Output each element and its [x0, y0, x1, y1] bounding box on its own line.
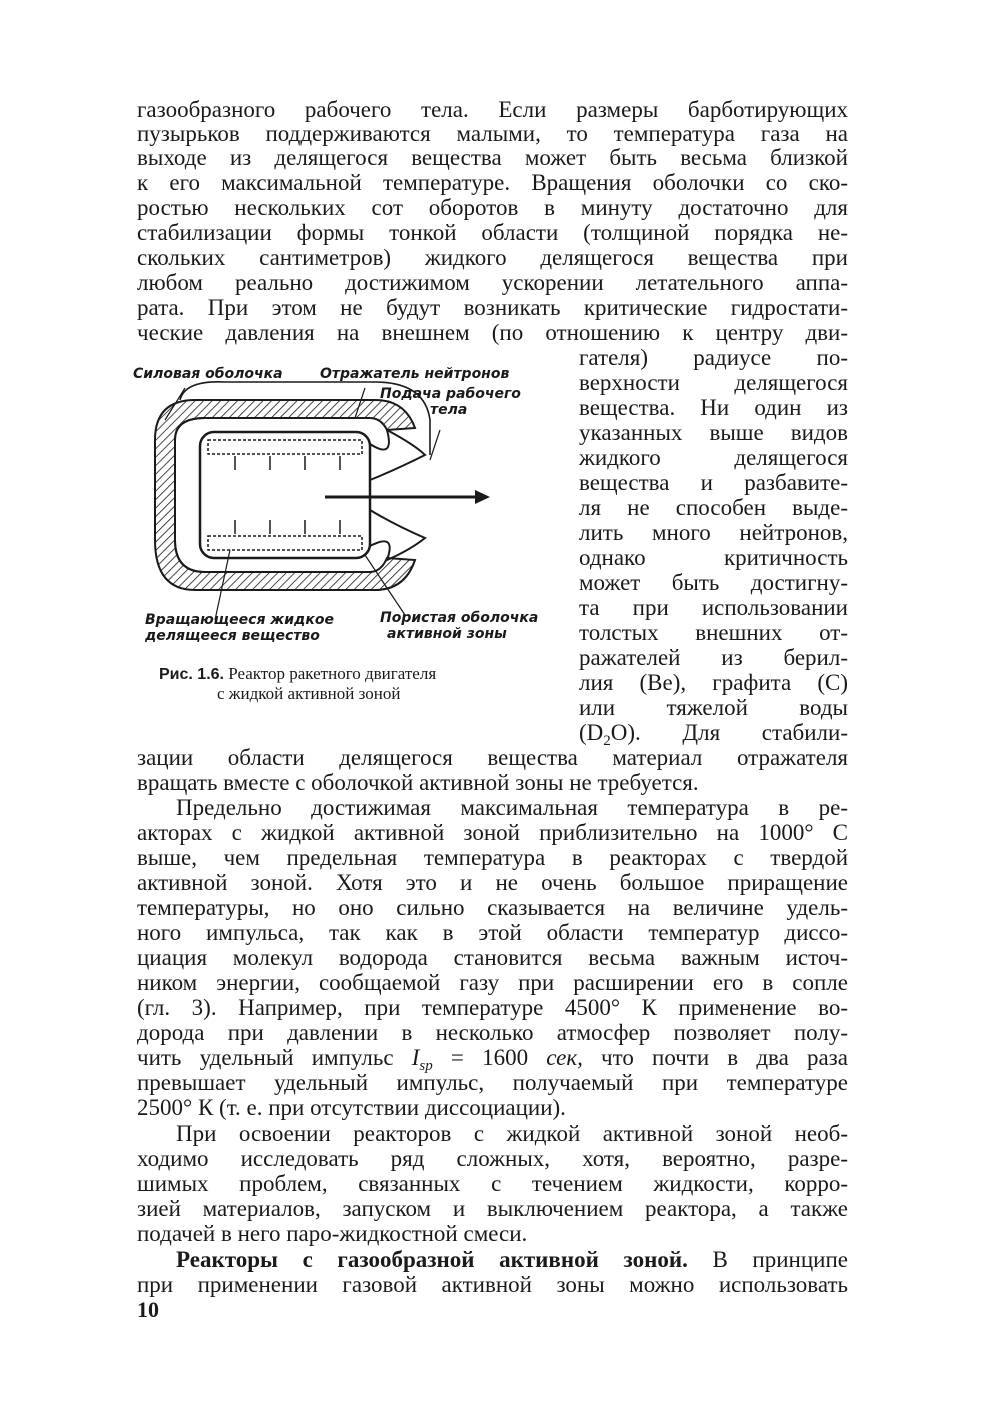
text-line: любом реально достижимом ускорении летательного аппа- — [137, 270, 848, 295]
text-line: жидкого делящегося — [579, 445, 848, 470]
text-line: дорода при давлении в несколько атмосфер позволяет полу- — [137, 1020, 848, 1045]
subscript: sp — [419, 1058, 433, 1074]
text-line: может быть достигну- — [579, 570, 848, 595]
label-rotating-1: Вращающееся жидкое — [145, 612, 334, 628]
text-line: активной зоной. Хотя это и не очень большое приращение — [137, 870, 848, 895]
text-line: ходимо исследовать ряд сложных, хотя, вероятно, разре- — [137, 1146, 848, 1171]
flow-arrows-bottom — [235, 520, 340, 534]
text-line: вещества. Ни один из — [579, 395, 848, 420]
flow-arrows-top — [235, 456, 340, 470]
label-feed-2: тела — [430, 402, 468, 418]
text-line: толстых внешних от- — [579, 620, 848, 645]
figure-reactor-diagram — [125, 360, 565, 710]
label-rotating-2: делящееся вещество — [145, 628, 320, 644]
text-line: ростью нескольких сот оборотов в минуту достаточно для — [137, 195, 848, 220]
reactor-drawing — [125, 360, 565, 650]
text-line: та при использовании — [579, 595, 848, 620]
text-line: шимых проблем, связанных с течением жидкости, корро- — [137, 1171, 848, 1196]
specific-impulse-symbol: I — [411, 1045, 420, 1070]
page-number: 10 — [137, 1297, 159, 1322]
label-reflector: Отражатель нейтронов — [320, 366, 510, 382]
text-fragment: В принципе — [687, 1247, 848, 1272]
label-feed-1: Подача рабочего — [380, 386, 521, 402]
caption-text: Реактор ракетного двигателя — [223, 664, 437, 683]
text-fragment: чить удельный импульс — [137, 1045, 412, 1070]
text-line: Предельно достижимая максимальная температура в ре- — [176, 795, 848, 820]
figure-number: Рис. 1.6. — [159, 666, 224, 683]
text-line: скольких сантиметров) жидкого делящегося вещества при — [137, 245, 848, 270]
reflector — [175, 418, 370, 572]
text-line: температуры, но оно сильно сказывается на величине удель- — [137, 895, 848, 920]
text-line: ником энергии, сообщаемой газу при расширении его в сопле — [137, 970, 848, 995]
text-line: ражателей из берил- — [579, 645, 848, 670]
text-line: при применении газовой активной зоны можно использовать — [137, 1272, 848, 1297]
text-line: (гл. 3). Например, при температуре 4500° К применение во- — [137, 995, 848, 1020]
text-fragment: = 1600 — [432, 1045, 547, 1070]
text-line: выходе из делящегося вещества может быть весьма близкой — [137, 145, 848, 170]
text-line: указанных выше видов — [579, 420, 848, 445]
text-line: стабилизации формы тонкой области (толщиной порядка не- — [137, 220, 848, 245]
text-line: превышает удельный импульс, получаемый при температуре — [137, 1070, 848, 1095]
text-line: лить много нейтронов, — [579, 520, 848, 545]
text-line: верхности делящегося — [579, 370, 848, 395]
text-line: пузырьков поддерживаются малыми, то температура газа на — [137, 121, 848, 146]
text-line: гателя) радиусе по- — [579, 345, 848, 370]
text-line: циация молекул водорода становится весьма важным источ- — [137, 945, 848, 970]
figure-caption-line-1 — [159, 664, 436, 685]
exhaust-arrowhead — [475, 490, 490, 504]
subscript: 2 — [603, 733, 611, 749]
label-porous-2: активной зоны — [387, 626, 507, 642]
text-line: ческие давления на внешнем (по отношению к центру дви- — [137, 320, 848, 345]
text-line: однако критичность — [579, 545, 848, 570]
label-porous-1: Пористая оболочка — [380, 610, 539, 626]
liquid-layer-bottom — [208, 536, 362, 550]
text-line: вещества и разбавите- — [579, 470, 848, 495]
unit: сек, — [546, 1045, 583, 1070]
text-line: При освоении реакторов с жидкой активной зоной необ- — [176, 1121, 848, 1146]
liquid-layer-top — [208, 440, 362, 454]
label-power-shell: Силовая оболочка — [133, 366, 283, 382]
text-fragment: что почти в два раза — [582, 1045, 848, 1070]
text-line: выше, чем предельная температура в реакторах с твердой — [137, 845, 848, 870]
text-fragment: (D — [579, 720, 604, 745]
text-line: к его максимальной температуре. Вращения оболочки со ско- — [137, 170, 848, 195]
text-line: акторах с жидкой активной зоной приблизительно на 1000° С — [137, 820, 848, 845]
text-line: подачей в него паро-жидкостной смеси. — [137, 1221, 528, 1246]
text-line: лия (Ве), графита (С) — [579, 670, 848, 695]
text-line: вращать вместе с оболочкой активной зоны не требуется. — [137, 770, 699, 795]
text-fragment: O). Для стабили- — [610, 720, 848, 745]
text-line: или тяжелой воды — [579, 695, 848, 720]
text-line: ного импульса, так как в этой области температур диссо- — [137, 920, 848, 945]
text-line: зации области делящегося вещества материал отражателя — [137, 745, 848, 770]
text-line: газообразного рабочего тела. Если размеры барботирующих — [137, 97, 848, 122]
figure-caption-line-2: с жидкой активной зоной — [217, 684, 401, 703]
text-line: рата. При этом не будут возникать критические гидростати- — [137, 295, 848, 320]
text-line: ля не способен выде- — [579, 495, 848, 520]
porous-shell — [200, 432, 370, 558]
nozzle — [370, 430, 425, 560]
text-line: зией материалов, запуском и выключением реактора, а также — [137, 1196, 848, 1221]
power-shell — [155, 400, 415, 590]
text-line: 2500° К (т. е. при отсутствии диссоциации). — [137, 1095, 566, 1120]
section-heading: Реакторы с газообразной активной зоной. — [176, 1247, 688, 1272]
text-line — [176, 1248, 848, 1272]
